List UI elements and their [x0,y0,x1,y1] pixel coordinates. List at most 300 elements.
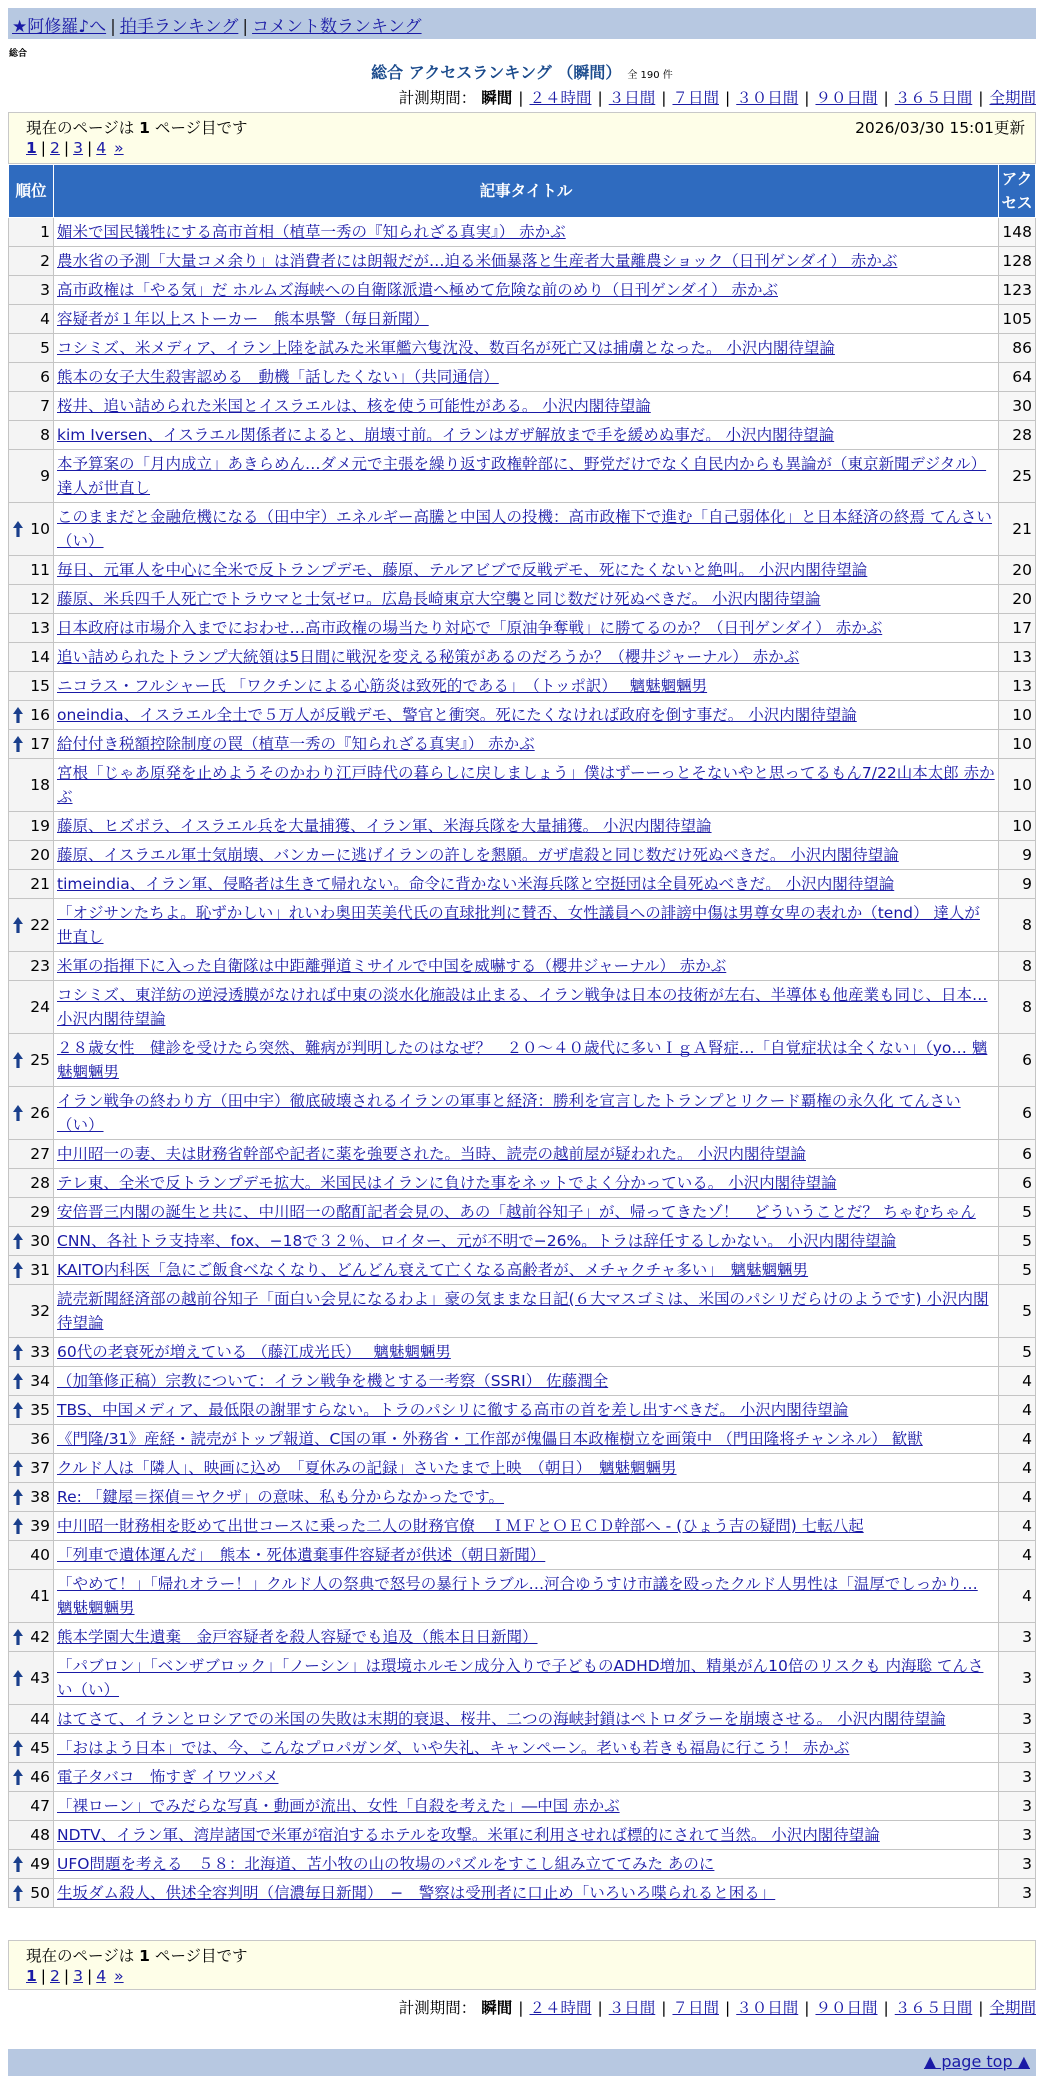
title-cell [54,1140,999,1169]
rank-cell [9,614,54,643]
rank-number: 19 [30,817,50,835]
rank-number: 36 [30,1430,50,1448]
rank-cell [9,841,54,870]
article-link[interactable]: 藤原、イスラエル軍士気崩壊、バンカーに逃げイランの許しを懇願。ガザ虐殺と同じ数だけ死ぬべきだ。 小沢内閣待望論 [57,846,899,864]
nav-separator: | [242,17,249,37]
rank-up-arrow-icon [13,1052,23,1068]
article-link[interactable]: 中川昭一の妻、夫は財務省幹部や記者に薬を強要された。当時、読売の越前屋が疑われた。 小沢内閣待望論 [57,1145,806,1163]
rank-up-arrow-icon [13,1670,23,1686]
access-count: 4 [999,1512,1036,1541]
article-link[interactable]: 宮根「じゃあ原発を止めようそのかわり江戸時代の暮らしに戻しましょう」僕はずーーっとそないやと思ってるもん7/22山本太郎 赤かぶ [57,764,995,806]
table-row [9,218,1036,247]
article-link[interactable]: CNN、各社トラ支持率、fox、−18で３２％、ロイター、元が不明で−26%。トラは辞任するしかない。 小沢内閣待望論 [57,1232,897,1250]
article-link[interactable]: KAITO内科医「急にご飯食べなくなり、どんどん衰えて亡くなる高齢者が、メチャクチャ多い」 魑魅魍魎男 [57,1261,809,1279]
table-row [9,1792,1036,1821]
table-row [9,1396,1036,1425]
rank-cell [9,1850,54,1879]
rank-cell [9,1034,54,1087]
title-cell [54,672,999,701]
title-cell [54,503,999,556]
rank-cell [9,1367,54,1396]
rank-cell [9,1763,54,1792]
title-cell [54,1541,999,1570]
period-link-3d[interactable]: ３日間 [608,1999,656,2017]
article-link[interactable]: 農水省の予測「大量コメ余り」は消費者には朗報だが…迫る米価暴落と生産者大量離農ショック（日刊ゲンダイ） 赤かぶ [57,252,898,270]
access-count: 10 [999,759,1036,812]
title-cell [54,899,999,952]
access-count: 10 [999,812,1036,841]
article-link[interactable]: 「パブロン」「ベンザブロック」「ノーシン」は環境ホルモン成分入りで子どものADHD増加、精巣がん10倍のリスクも 内海聡 てんさい（い） [57,1657,984,1699]
rank-cell [9,1623,54,1652]
article-link[interactable]: コシミズ、米メディア、イラン上陸を試みた米軍艦六隻沈没、数百名が死亡又は捕虜となった。 小沢内閣待望論 [57,339,835,357]
article-link[interactable]: このままだと金融危機になる（田中宇）エネルギー高騰と中国人の投機：高市政権下で進む「自己弱体化」と日本経済の終焉 てんさい（い） [57,508,992,550]
access-count: 105 [999,305,1036,334]
article-link[interactable]: 「オジサンたちよ。恥ずかしい」れいわ奥田芙美代氏の直球批判に賛否、女性議員への誹謗中傷は男尊女卑の表れか（tend） 達人が世直し [57,904,980,946]
title-cell [54,392,999,421]
period-link-30d[interactable]: ３０日間 [736,1999,799,2017]
rank-cell [9,556,54,585]
title-cell [54,1570,999,1623]
access-count: 3 [999,1792,1036,1821]
article-link[interactable]: 生坂ダム殺人、供述全容判明（信濃毎日新聞） − 警察は受刑者に口止め「いろいろ喋られると困る」 [57,1884,776,1902]
title-cell [54,1087,999,1140]
rank-up-arrow-icon [13,1489,23,1505]
access-count: 128 [999,247,1036,276]
page-link-2[interactable]: 2 [50,139,60,157]
page-link-3[interactable]: 3 [73,1967,84,1985]
rank-cell [9,1087,54,1140]
rank-number: 47 [30,1797,50,1815]
access-count: 10 [999,701,1036,730]
access-count: 8 [999,981,1036,1034]
period-link-365d[interactable]: ３６５日間 [894,1999,973,2017]
rank-number: 42 [30,1628,50,1646]
article-link[interactable]: 熊本の女子大生殺害認める 動機「話したくない」（共同通信） [57,368,499,386]
article-link[interactable]: 桜井、追い詰められた米国とイスラエルは、核を使う可能性がある。 小沢内閣待望論 [57,397,651,415]
rank-number: 49 [30,1855,50,1873]
table-row [9,812,1036,841]
title-cell [54,759,999,812]
rank-number: 9 [40,467,50,485]
table-row [9,614,1036,643]
rank-cell [9,672,54,701]
rank-up-arrow-icon [13,1740,23,1756]
page-link-2[interactable]: 2 [50,1967,60,1985]
table-row [9,247,1036,276]
access-count: 4 [999,1396,1036,1425]
title-cell [54,334,999,363]
title-cell [54,218,999,247]
top-nav [8,8,1036,39]
period-link-365d[interactable]: ３６５日間 [894,89,973,107]
rank-cell [9,1705,54,1734]
updated-time: 2026/03/30 15:01更新 [855,119,1025,137]
rank-number: 21 [30,875,50,893]
nav-separator: | [110,17,116,37]
rank-up-arrow-icon [13,1344,23,1360]
table-row [9,276,1036,305]
rank-cell [9,1198,54,1227]
article-link[interactable]: 安倍晋三内閣の誕生と共に、中川昭一の酩酊記者会見の、あの「越前谷知子」が、帰ってきたゾ！ どういうことだ？ ちゃむちゃん [57,1203,976,1221]
rank-number: 31 [30,1261,50,1279]
access-count: 3 [999,1652,1036,1705]
comment-ranking-link[interactable]: コメント数ランキング [252,17,422,37]
access-count: 4 [999,1367,1036,1396]
rank-cell [9,981,54,1034]
col-rank-header: 順位 [9,165,54,218]
access-count: 64 [999,363,1036,392]
rank-up-arrow-icon [13,707,23,723]
title-cell [54,556,999,585]
access-count: 3 [999,1879,1036,1908]
rank-up-arrow-icon [13,1105,23,1121]
table-row [9,305,1036,334]
rank-number: 11 [30,561,50,579]
rank-cell [9,730,54,759]
article-link[interactable]: 藤原、ヒズボラ、イスラエル兵を大量捕獲、イラン軍、米海兵隊を大量捕獲。 小沢内閣待望論 [57,817,712,835]
table-row [9,1454,1036,1483]
access-count: 4 [999,1454,1036,1483]
table-row [9,556,1036,585]
rank-cell [9,1396,54,1425]
article-link[interactable]: 中川昭一財務相を貶めて出世コースに乗った二人の財務官僚 ＩＭＦとＯＥＣＤ幹部へ - (ひょう吉の疑問) 七転八起 [57,1517,864,1535]
table-row [9,1425,1036,1454]
rank-number: 27 [30,1145,50,1163]
rank-cell [9,276,54,305]
page-link-next[interactable]: » [114,139,124,157]
article-link[interactable]: 「裸ローン」でみだらな写真・動画が流出、女性「自殺を考えた」―中国 赤かぶ [57,1797,620,1815]
article-link[interactable]: 毎日、元軍人を中心に全米で反トランプデモ、藤原、テルアビブで反戦デモ、死にたくないと絶叫。 小沢内閣待望論 [57,561,868,579]
page-title [0,60,1044,83]
article-link[interactable]: 容疑者が１年以上ストーカー 熊本県警（毎日新聞） [57,310,429,328]
access-count: 8 [999,952,1036,981]
table-row [9,1879,1036,1908]
title-cell [54,363,999,392]
rank-number: 3 [40,281,50,299]
title-cell [54,450,999,503]
pagination-bottom: 1 | 2 | 3 | 4 » [26,1967,124,1985]
rank-number: 18 [30,776,50,794]
title-cell [54,585,999,614]
rank-up-arrow-icon [13,1373,23,1389]
rank-number: 16 [30,706,50,724]
rank-cell [9,1483,54,1512]
title-cell [54,1425,999,1454]
table-row [9,1483,1036,1512]
access-count: 6 [999,1169,1036,1198]
rank-cell [9,643,54,672]
table-row [9,1734,1036,1763]
article-link[interactable]: 「やめて！」「帰れオラー！」クルド人の祭典で怒号の暴行トラブル…河合ゆうすけ市議を殴ったクルド人男性は「温厚でしっかり… 魑魅魍魎男 [57,1575,978,1617]
table-row [9,1541,1036,1570]
pager-bottom [8,1940,1036,1990]
table-row [9,841,1036,870]
rank-number: 34 [30,1372,50,1390]
rank-number: 41 [30,1587,50,1605]
article-link[interactable]: NDTV、イラン軍、湾岸諸国で米軍が宿泊するホテルを攻撃。米軍に利用させれば標的にされて当然。 小沢内閣待望論 [57,1826,880,1844]
article-link[interactable]: 電子タバコ 怖すぎ イワツバメ [57,1768,279,1786]
article-link[interactable]: 日本政府は市場介入までにおわせ…高市政権の場当たり対応で「原油争奪戦」に勝てるのか？（日刊ゲンダイ） 赤かぶ [57,619,883,637]
access-count: 9 [999,841,1036,870]
title-cell [54,1198,999,1227]
article-link[interactable]: oneindia、イスラエル全土で５万人が反戦デモ、警官と衝突。死にたくなければ政府を倒す事だ。 小沢内閣待望論 [57,706,857,724]
access-count: 4 [999,1541,1036,1570]
table-row [9,899,1036,952]
article-link[interactable]: Re: 「鍵屋＝探偵＝ヤクザ」の意味、私も分からなかったです。 [57,1488,505,1506]
title-cell [54,870,999,899]
title-cell [54,1792,999,1821]
table-row [9,981,1036,1034]
title-cell [54,1734,999,1763]
period-link-3d[interactable]: ３日間 [608,89,656,107]
rank-number: 32 [30,1302,50,1320]
table-row [9,585,1036,614]
access-count: 3 [999,1734,1036,1763]
period-link-7d[interactable]: ７日間 [672,89,719,107]
rank-number: 45 [30,1739,50,1757]
article-link[interactable]: 媚米で国民犠牲にする高市首相（植草一秀の『知られざる真実』） 赤かぶ [57,223,566,241]
title-cell [54,1512,999,1541]
rank-cell [9,1652,54,1705]
pager-top [8,112,1036,164]
table-row [9,1570,1036,1623]
rank-number: 4 [40,310,50,328]
page-title-text: 総合 アクセスランキング （瞬間） [371,63,622,82]
table-row [9,672,1036,701]
rank-cell [9,1821,54,1850]
rank-number: 39 [30,1517,50,1535]
period-link-7d[interactable]: ７日間 [672,1999,719,2017]
article-link[interactable]: kim Iversen、イスラエル関係者によると、崩壊寸前。イランはガザ解放まで手を緩めぬ事だ。 小沢内閣待望論 [57,426,835,444]
period-link-90d[interactable]: ９０日間 [815,1999,878,2017]
rank-number: 37 [30,1459,50,1477]
access-count: 5 [999,1198,1036,1227]
page-top-link[interactable]: ▲ page top ▲ [923,2052,1030,2071]
table-row [9,870,1036,899]
rank-up-arrow-icon [13,1856,23,1872]
table-row [9,1623,1036,1652]
table-row [9,730,1036,759]
table-row [9,643,1036,672]
access-count: 10 [999,730,1036,759]
access-count: 4 [999,1425,1036,1454]
current-page-text: 現在のページは 1 ページ目です [26,119,248,137]
article-link[interactable]: 追い詰められたトランプ大統領は5日間に戦況を変える秘策があるのだろうか？（櫻井ジャーナル） 赤かぶ [57,648,800,666]
article-link[interactable]: UFO問題を考える ５８：北海道、苫小牧の山の牧場のパズルをすこし組み立ててみた あのに [57,1855,715,1873]
table-row [9,363,1036,392]
page-link-1[interactable]: 1 [26,139,37,157]
rank-cell [9,450,54,503]
rank-number: 14 [30,648,50,666]
page-link-4[interactable]: 4 [96,1967,107,1985]
table-row [9,952,1036,981]
article-link[interactable]: ニコラス・フルシャー氏 「ワクチンによる心筋炎は致死的である」 （トッポ訳） 魑魅魍魎男 [57,677,708,695]
table-row [9,1652,1036,1705]
rank-cell [9,1256,54,1285]
rank-number: 26 [30,1104,50,1122]
table-row [9,1821,1036,1850]
access-count: 25 [999,450,1036,503]
table-row [9,1338,1036,1367]
category-label: 総合 [9,49,28,59]
article-link[interactable]: TBS、中国メディア、最低限の謝罪すらない。トラのパシリに徹する高市の首を差し出すべきだ。 小沢内閣待望論 [57,1401,849,1419]
article-link[interactable]: はてさて、イランとロシアでの米国の失敗は末期的衰退、桜井、二つの海峡封鎖はペトロダラーを崩壊させる。 小沢内閣待望論 [57,1710,946,1728]
title-cell [54,614,999,643]
title-cell [54,1652,999,1705]
page-link-next[interactable]: » [114,1967,124,1985]
rank-number: 12 [30,590,50,608]
article-link[interactable]: 「おはよう日本」では、今、こんなプロパガンダ、いや失礼、キャンペーン。老いも若きも福島に行こう！ 赤かぶ [57,1739,850,1757]
title-cell [54,1169,999,1198]
title-cell [54,1705,999,1734]
rank-number: 5 [40,339,50,357]
article-link[interactable]: （加筆修正稿）宗教について：イラン戦争を機とする一考察（SSRI） 佐藤潤全 [57,1372,609,1390]
rank-cell [9,1425,54,1454]
title-cell [54,730,999,759]
table-row [9,1285,1036,1338]
access-count: 4 [999,1570,1036,1623]
access-count: 21 [999,503,1036,556]
access-count: 5 [999,1285,1036,1338]
home-link[interactable]: ★阿修羅♪へ [12,17,107,37]
rank-cell [9,1169,54,1198]
rank-number: 24 [30,998,50,1016]
access-count: 86 [999,334,1036,363]
table-row [9,1169,1036,1198]
article-link[interactable]: 本予算案の「月内成立」あきらめん…ダメ元で主張を繰り返す政権幹部に、野党だけでなく自民内からも異論が（東京新聞デジタル） 達人が世直し [57,455,987,497]
page-link-3[interactable]: 3 [73,139,84,157]
title-cell [54,1367,999,1396]
rank-cell [9,334,54,363]
article-link[interactable]: 高市政権は「やる気」だ ホルムズ海峡への自衛隊派遣へ極めて危険な前のめり（日刊ゲンダイ） 赤かぶ [57,281,778,299]
period-link-90d[interactable]: ９０日間 [815,89,878,107]
rank-cell [9,1338,54,1367]
title-cell [54,1850,999,1879]
rank-cell [9,870,54,899]
access-count: 3 [999,1623,1036,1652]
article-link[interactable]: 《門隆/31》産経・読売がトップ報道、C国の軍・外務省・工作部が傀儡日本政権樹立を画策中 （門田隆将チャンネル） 歓獣 [57,1430,923,1448]
access-count: 17 [999,614,1036,643]
period-link-all[interactable]: 全期間 [989,1999,1036,2017]
item-count: 全 190 件 [627,70,673,81]
title-cell [54,1285,999,1338]
article-link[interactable]: テレ東、全米で反トランプデモ拡大。米国民はイランに負けた事をネットでよく分かっている。 小沢内閣待望論 [57,1174,837,1192]
title-cell [54,981,999,1034]
rank-up-arrow-icon [13,1885,23,1901]
rank-number: 15 [30,677,50,695]
table-row [9,1198,1036,1227]
title-cell [54,247,999,276]
title-cell [54,1256,999,1285]
period-link-24h[interactable]: ２４時間 [529,1999,592,2017]
rank-number: 30 [30,1232,50,1250]
period-link-all[interactable]: 全期間 [989,89,1036,107]
title-cell [54,1034,999,1087]
table-row [9,1705,1036,1734]
col-title-header: 記事タイトル [54,165,999,218]
article-link[interactable]: ２８歳女性 健診を受けたら突然、難病が判明したのはなぜ？ ２０～４０歳代に多いＩｇＡ腎症…「自覚症状は全くない」（yo… 魑魅魍魎男 [57,1039,988,1081]
article-link[interactable]: 給付付き税額控除制度の罠（植草一秀の『知られざる真実』） 赤かぶ [57,735,535,753]
rank-cell [9,1541,54,1570]
current-page-text-bottom: 現在のページは 1 ページ目です [26,1947,248,1965]
access-count: 6 [999,1087,1036,1140]
rank-number: 2 [40,252,50,270]
rank-number: 25 [30,1051,50,1069]
period-link-24h[interactable]: ２４時間 [529,89,592,107]
article-link[interactable]: クルド人は「隣人」、映画に込め 「夏休みの記録」さいたまで上映 （朝日） 魑魅魍魎男 [57,1459,677,1477]
access-count: 6 [999,1140,1036,1169]
table-row [9,1850,1036,1879]
article-link[interactable]: 「列車で遺体運んだ」 熊本・死体遺棄事件容疑者が供述（朝日新聞） [57,1546,546,1564]
rank-number: 22 [30,916,50,934]
footer-bar [8,2049,1036,2076]
rank-number: 20 [30,846,50,864]
table-row [9,1140,1036,1169]
rank-cell [9,1792,54,1821]
access-count: 13 [999,672,1036,701]
applause-ranking-link[interactable]: 拍手ランキング [119,17,239,37]
article-link[interactable]: 熊本学園大生遺棄 金戸容疑者を殺人容疑でも追及（熊本日日新聞） [57,1628,538,1646]
col-access-header: アク セス [999,165,1036,218]
rank-cell [9,585,54,614]
rank-number: 23 [30,957,50,975]
table-row [9,392,1036,421]
page-link-4[interactable]: 4 [96,139,107,157]
access-count: 28 [999,421,1036,450]
article-link[interactable]: イラン戦争の終わり方（田中宇）徹底破壊されるイランの軍事と経済：勝利を宣言したトランプとリクード覇権の永久化 てんさい（い） [57,1092,961,1134]
page-link-1[interactable]: 1 [26,1967,37,1985]
rank-up-arrow-icon [13,521,23,537]
rank-number: 38 [30,1488,50,1506]
rank-cell [9,812,54,841]
article-link[interactable]: timeindia、イラン軍、侵略者は生きて帰れない。命令に背かない米海兵隊と空挺団は全員死ぬべきだ。 小沢内閣待望論 [57,875,895,893]
rank-up-arrow-icon [13,1402,23,1418]
article-link[interactable]: コシミズ、東洋紡の逆浸透膜がなければ中東の淡水化施設は止まる、イラン戦争は日本の技術が左右、半導体も他産業も同じ、日本… 小沢内閣待望論 [57,986,988,1028]
rank-cell [9,247,54,276]
title-cell [54,1821,999,1850]
pagination: 1 | 2 | 3 | 4 » [26,139,124,157]
rank-up-arrow-icon [13,1460,23,1476]
table-row [9,759,1036,812]
access-count: 5 [999,1256,1036,1285]
period-label: 計測期間： [398,89,477,107]
ranking-table [8,164,1036,1908]
period-current: 瞬間 [481,89,513,107]
title-cell [54,701,999,730]
title-cell [54,1623,999,1652]
table-row [9,701,1036,730]
title-cell [54,1396,999,1425]
rank-cell [9,1285,54,1338]
title-cell [54,1879,999,1908]
rank-cell [9,392,54,421]
access-count: 6 [999,1034,1036,1087]
rank-up-arrow-icon [13,1769,23,1785]
article-link[interactable]: 米軍の指揮下に入った自衛隊は中距離弾道ミサイルで中国を威嚇する（櫻井ジャーナル） 赤かぶ [57,957,727,975]
article-link[interactable]: 藤原、米兵四千人死亡でトラウマと士気ゼロ。広島長崎東京大空襲と同じ数だけ死ぬべきだ。 小沢内閣待望論 [57,590,821,608]
title-cell [54,1338,999,1367]
rank-number: 29 [30,1203,50,1221]
period-link-30d[interactable]: ３０日間 [736,89,799,107]
title-cell [54,421,999,450]
rank-number: 48 [30,1826,50,1844]
access-count: 30 [999,392,1036,421]
rank-number: 17 [30,735,50,753]
rank-cell [9,421,54,450]
article-link[interactable]: 読売新聞経済部の越前谷知子「面白い会見になるわよ」豪の気ままな日記(６大マスゴミは、米国のパシリだらけのようです) 小沢内閣待望論 [57,1290,989,1332]
access-count: 3 [999,1763,1036,1792]
article-link[interactable]: 60代の老衰死が増えている （藤江成光氏） 魑魅魍魎男 [57,1343,451,1361]
